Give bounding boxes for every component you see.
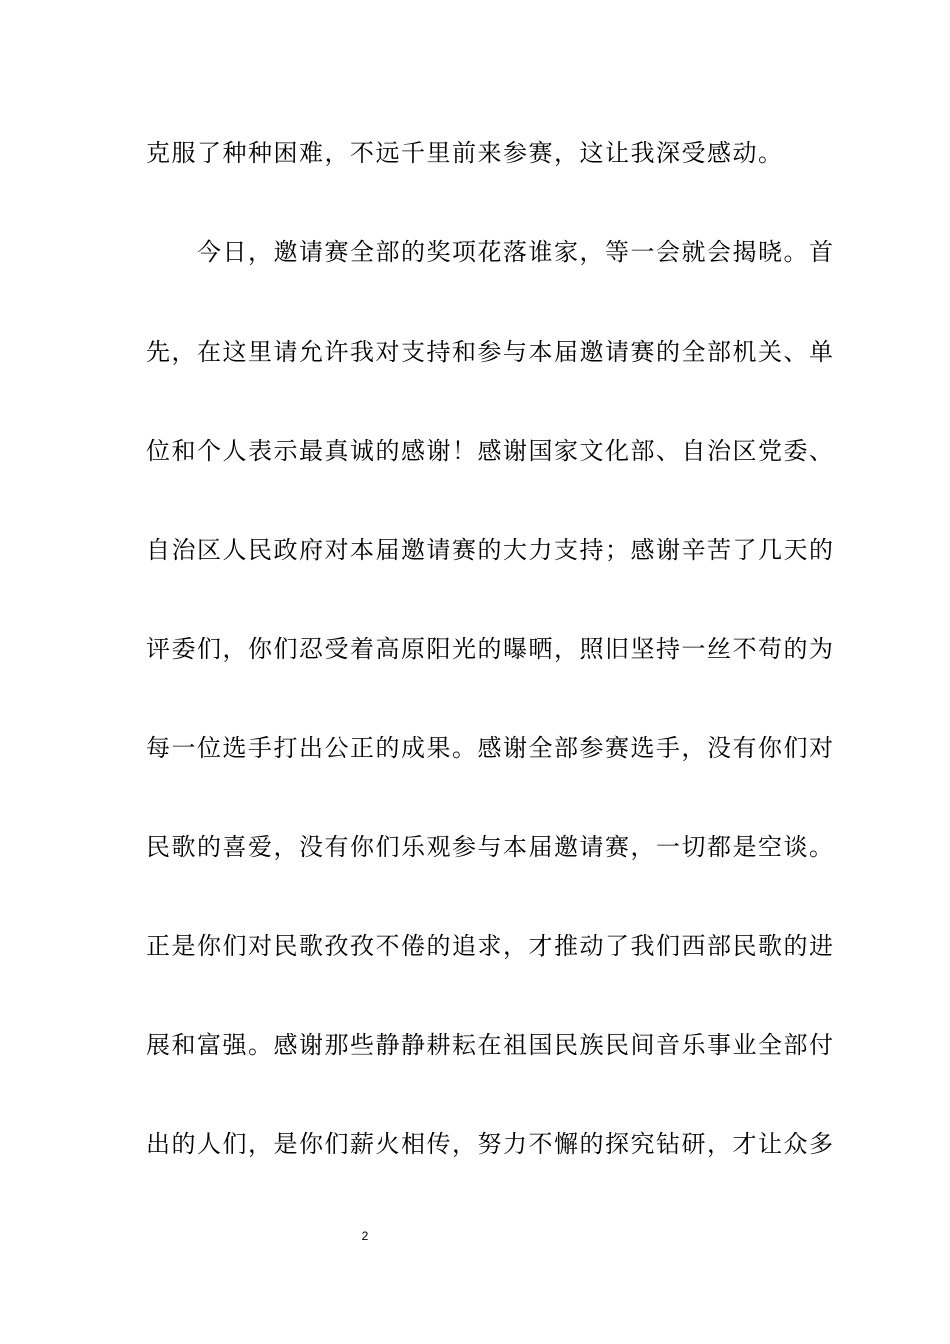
body-text-line: 克服了种种困难，不远千里前来参赛，这让我深受感动。 bbox=[146, 139, 784, 167]
body-text-line: 自治区人民政府对本届邀请赛的大力支持；感谢辛苦了几天的 bbox=[146, 536, 835, 564]
page-number: 2 bbox=[361, 1229, 369, 1243]
body-text-line: 评委们，你们忍受着高原阳光的曝晒，照旧坚持一丝不苟的为 bbox=[146, 635, 835, 663]
body-text-line: 每一位选手打出公正的成果。感谢全部参赛选手，没有你们对 bbox=[146, 734, 835, 762]
body-text-line: 民歌的喜爱，没有你们乐观参与本届邀请赛，一切都是空谈。 bbox=[146, 833, 835, 861]
body-text-line: 位和个人表示最真诚的感谢！感谢国家文化部、自治区党委、 bbox=[146, 437, 835, 465]
body-text-line: 出的人们，是你们薪火相传，努力不懈的探究钻研，才让众多 bbox=[146, 1130, 835, 1158]
body-text-line: 先，在这里请允许我对支持和参与本届邀请赛的全部机关、单 bbox=[146, 338, 835, 366]
body-text-line: 正是你们对民歌孜孜不倦的追求，才推动了我们西部民歌的进 bbox=[146, 932, 835, 960]
body-text-line: 展和富强。感谢那些静静耕耘在祖国民族民间音乐事业全部付 bbox=[146, 1031, 835, 1059]
body-text-line: 今日，邀请赛全部的奖项花落谁家，等一会就会揭晓。首 bbox=[146, 238, 835, 266]
